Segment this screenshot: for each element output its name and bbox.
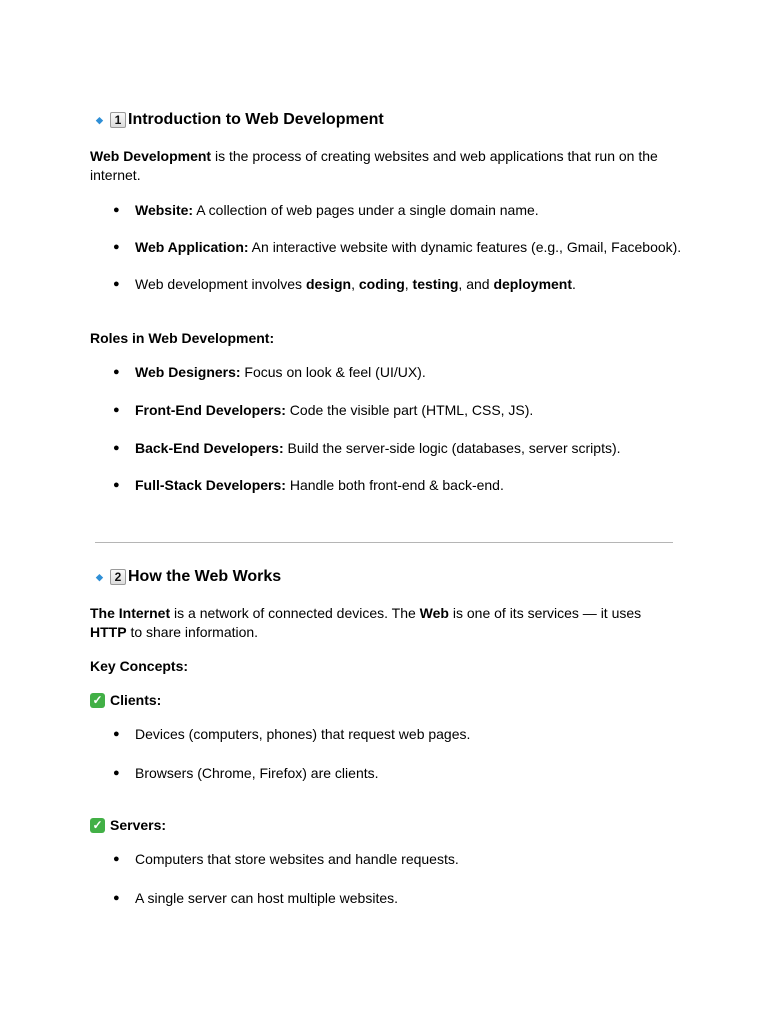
item-text: Browsers (Chrome, Firefox) are clients. <box>135 765 379 781</box>
bullet-icon: ● <box>113 442 120 454</box>
keycap-number-icon: 1 <box>110 112 126 128</box>
section2-title: How the Web Works <box>128 568 282 585</box>
term: HTTP <box>90 624 127 640</box>
horizontal-divider <box>95 542 673 543</box>
definition: Build the server-side logic (databases, server scripts). <box>283 440 621 456</box>
list-item <box>113 201 539 219</box>
text: , <box>351 276 359 292</box>
label-text: Servers: <box>110 817 167 833</box>
text: . <box>572 276 576 292</box>
term: coding <box>358 276 405 292</box>
bullet-icon: ● <box>113 204 120 216</box>
section2-heading <box>96 568 281 586</box>
text: is one of its services — it uses <box>448 605 642 621</box>
definition: A collection of web pages under a single domain name. <box>193 202 539 218</box>
blue-diamond-icon: ◆ <box>96 571 103 582</box>
list-item <box>113 401 534 419</box>
list-item <box>113 725 471 743</box>
term: Front-End Developers: <box>135 402 286 418</box>
intro-term: Web Development <box>90 148 212 164</box>
term: The Internet <box>90 605 171 621</box>
section1-title: Introduction to Web Development <box>128 111 384 128</box>
bullet-icon: ● <box>113 728 120 740</box>
bullet-icon: ● <box>113 366 120 378</box>
bullet-icon: ● <box>113 278 120 290</box>
bullet-icon: ● <box>113 892 120 904</box>
term: Web <box>419 605 449 621</box>
term: Web Application: <box>135 239 249 255</box>
intro-text: is the process of creating websites and web applications that run on the internet. <box>90 148 658 183</box>
term: Web Designers: <box>135 364 241 380</box>
definition: Handle both front-end & back-end. <box>285 477 504 493</box>
bullet-icon: ● <box>113 404 120 416</box>
item-text: A single server can host multiple websites. <box>135 890 399 906</box>
text: is a network of connected devices. The <box>170 605 420 621</box>
item-text: Computers that store websites and handle requests. <box>135 851 459 867</box>
definition: Code the visible part (HTML, CSS, JS). <box>285 402 534 418</box>
list-item <box>113 889 399 907</box>
definition: An interactive website with dynamic features (e.g., Gmail, Facebook). <box>248 239 682 255</box>
item-text: Devices (computers, phones) that request web pages. <box>135 726 471 742</box>
servers-label <box>90 816 166 834</box>
list-item <box>113 476 504 494</box>
bullet-icon: ● <box>113 479 120 491</box>
clients-label <box>90 691 161 709</box>
text: to share information. <box>126 624 259 640</box>
list-item <box>113 439 621 457</box>
term: Back-End Developers: <box>135 440 284 456</box>
term: Website: <box>135 202 194 218</box>
section1-heading <box>96 111 384 129</box>
bullet-icon: ● <box>113 853 120 865</box>
list-item <box>113 850 459 868</box>
list-item <box>113 764 379 782</box>
term: design <box>305 276 352 292</box>
term: deployment <box>493 276 573 292</box>
keycap-number-icon: 2 <box>110 569 126 585</box>
list-item <box>113 238 682 256</box>
key-concepts-title: Key Concepts: <box>90 658 189 674</box>
term: Full-Stack Developers: <box>135 477 286 493</box>
definition: Focus on look & feel (UI/UX). <box>240 364 426 380</box>
section2-intro <box>90 604 680 642</box>
check-mark-icon: ✓ <box>90 818 105 833</box>
list-item <box>113 275 576 293</box>
roles-title: Roles in Web Development: <box>90 330 275 346</box>
text: , and <box>458 276 494 292</box>
bullet-icon: ● <box>113 241 120 253</box>
blue-diamond-icon: ◆ <box>96 114 103 125</box>
section1-intro <box>90 147 690 185</box>
check-mark-icon: ✓ <box>90 693 105 708</box>
term: testing <box>412 276 459 292</box>
text: Web development involves <box>135 276 306 292</box>
bullet-icon: ● <box>113 767 120 779</box>
list-item <box>113 363 426 381</box>
text: , <box>404 276 413 292</box>
label-text: Clients: <box>110 692 162 708</box>
